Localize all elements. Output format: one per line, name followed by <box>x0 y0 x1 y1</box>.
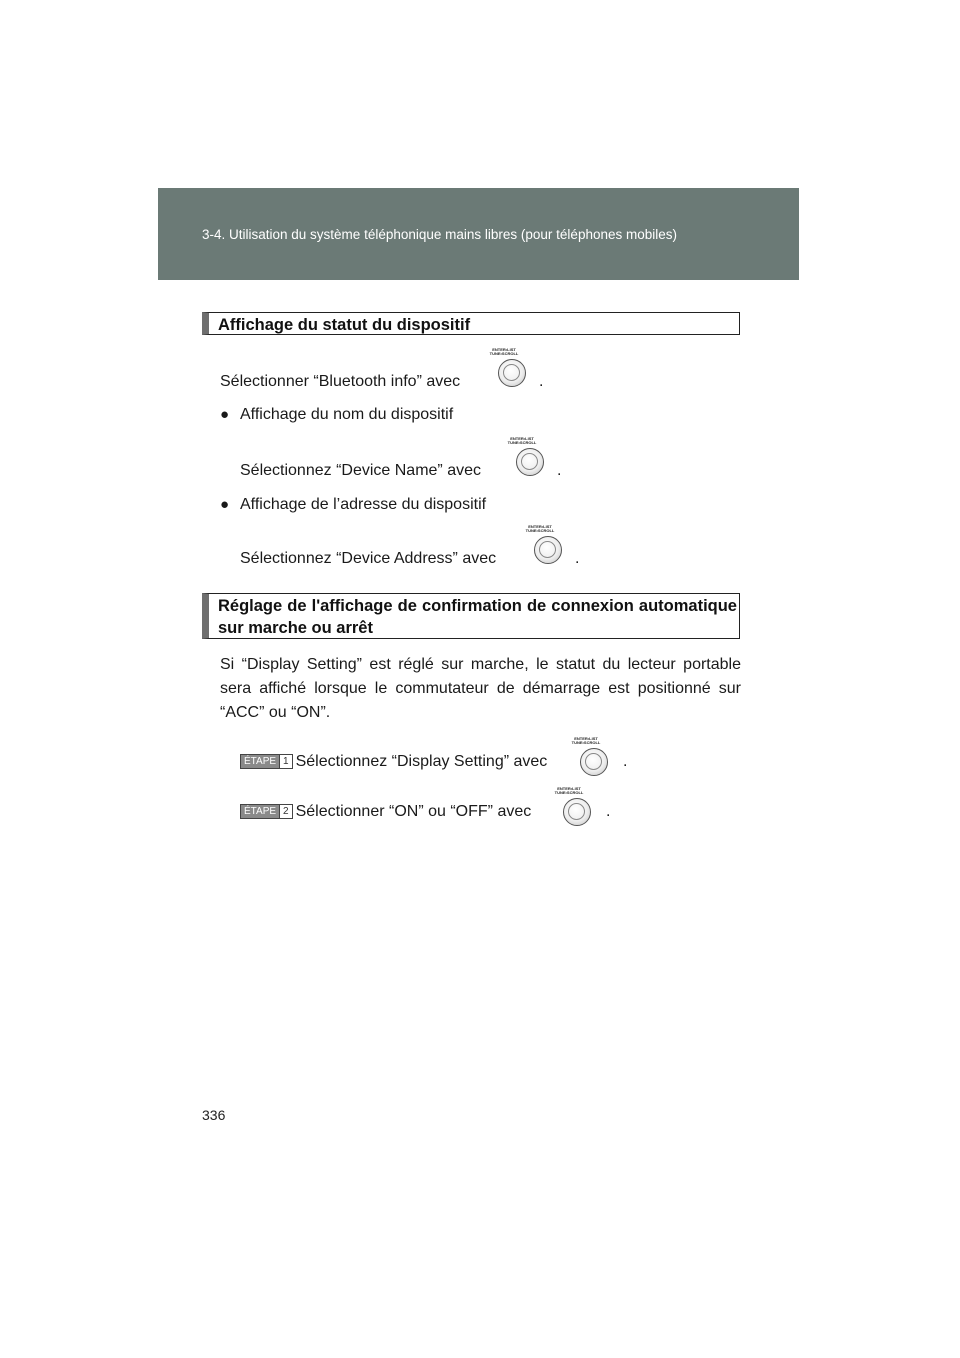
bullet-icon: ● <box>220 496 230 513</box>
section-heading-auto-connection-display: Réglage de l'affichage de confirmation de connexion automatique sur marche ou arrêt <box>202 593 740 639</box>
instruction-text: Sélectionner “Bluetooth info” avec <box>220 373 461 390</box>
step-badge <box>240 804 293 819</box>
device-name-instruction: Sélectionnez “Device Name” avec <box>240 462 481 479</box>
knob-label-line1: ENTER•LIST <box>557 786 581 791</box>
enter-list-knob-icon <box>549 787 599 831</box>
step-badge-label: ÉTAPE <box>241 755 279 768</box>
knob-label-line2: TUNE•SCROLL <box>507 440 537 445</box>
knob-label-line2: TUNE•SCROLL <box>571 740 601 745</box>
knob-label-line1: ENTER•LIST <box>528 524 552 529</box>
knob-label-line1: ENTER•LIST <box>510 436 534 441</box>
bullet-icon: ● <box>220 406 230 423</box>
device-address-instruction: Sélectionnez “Device Address” avec <box>240 550 497 567</box>
section-heading-device-status: Affichage du statut du dispositif <box>202 312 740 335</box>
bullet-item-label: Affichage du nom du dispositif <box>240 406 454 423</box>
period: . <box>623 753 628 770</box>
period: . <box>557 462 562 479</box>
knob-label-line2: TUNE•SCROLL <box>525 528 555 533</box>
step-1 <box>240 752 547 772</box>
bullet-item-device-address <box>220 495 486 515</box>
chapter-title: 3-4. Utilisation du système téléphonique mains libres (pour téléphones mobiles) <box>202 227 677 242</box>
display-setting-paragraph: Si “Display Setting” est réglé sur marche, le statut du lecteur portable sera affiché lorsque le commutateur de démarrage est positionné sur “ACC” ou “ON”. <box>220 656 741 721</box>
step-2 <box>240 802 531 822</box>
page-number: 336 <box>202 1107 226 1123</box>
bluetooth-info-instruction <box>220 372 460 392</box>
period: . <box>539 373 544 390</box>
knob-label-line2: TUNE•SCROLL <box>554 790 584 795</box>
step-badge-number: 1 <box>279 755 292 768</box>
step-text: Sélectionnez “Display Setting” avec <box>295 753 548 770</box>
enter-list-knob-icon <box>566 737 616 781</box>
step-badge <box>240 754 293 769</box>
step-badge-label: ÉTAPE <box>241 805 279 818</box>
step-text: Sélectionner “ON” ou “OFF” avec <box>295 803 532 820</box>
enter-list-knob-icon <box>484 348 534 392</box>
bullet-item-device-name <box>220 405 453 425</box>
enter-list-knob-icon <box>520 525 570 569</box>
knob-label-line1: ENTER•LIST <box>574 736 598 741</box>
knob-label-line1: ENTER•LIST <box>492 347 516 352</box>
knob-label-line2: TUNE•SCROLL <box>489 351 519 356</box>
period: . <box>575 550 580 567</box>
bullet-item-label: Affichage de l’adresse du dispositif <box>240 496 487 513</box>
enter-list-knob-icon <box>502 437 552 481</box>
period: . <box>606 803 611 820</box>
step-badge-number: 2 <box>279 805 292 818</box>
